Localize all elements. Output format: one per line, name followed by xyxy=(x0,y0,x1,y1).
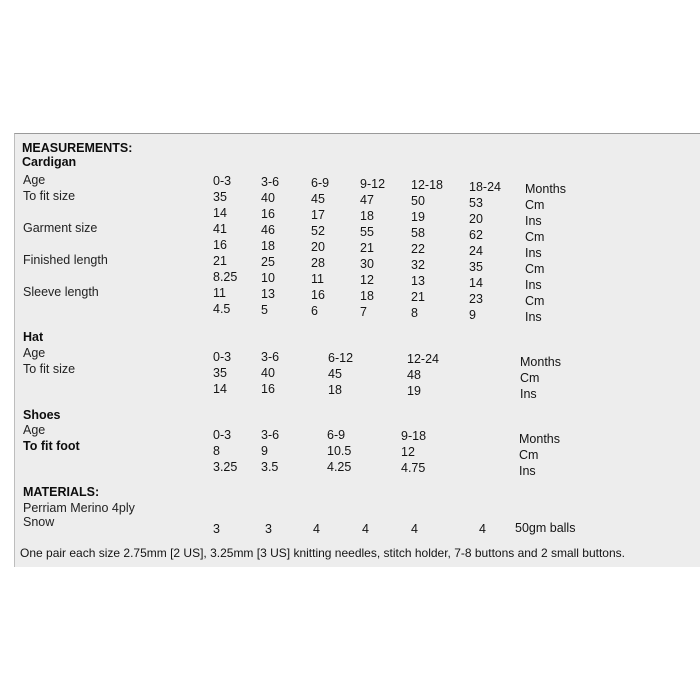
cardigan-unit: Ins xyxy=(525,246,542,260)
hat-cell: 14 xyxy=(213,382,227,396)
measurements-heading: MEASUREMENTS: xyxy=(22,141,133,155)
cardigan-cell: 10 xyxy=(261,271,275,285)
cardigan-unit: Months xyxy=(525,182,566,196)
cardigan-cell: 16 xyxy=(213,238,227,252)
cardigan-cell: 35 xyxy=(469,260,483,274)
yarn-balls-count: 4 xyxy=(411,522,418,536)
cardigan-cell: 18-24 xyxy=(469,180,501,194)
yarn-balls-count: 4 xyxy=(479,522,486,536)
cardigan-cell: 58 xyxy=(411,226,425,240)
cardigan-cell: 35 xyxy=(213,190,227,204)
cardigan-unit: Ins xyxy=(525,278,542,292)
shoes-cell: 3.5 xyxy=(261,460,279,474)
hat-cell: 48 xyxy=(407,368,421,382)
cardigan-cell: 13 xyxy=(411,274,425,288)
cardigan-cell: 12-18 xyxy=(411,178,443,192)
shoes-cell: 4.25 xyxy=(327,460,352,474)
hat-cell: 45 xyxy=(328,367,342,381)
cardigan-sleeve-length-label: Sleeve length xyxy=(23,285,99,299)
yarn-balls-count: 4 xyxy=(362,522,369,536)
cardigan-cell: 21 xyxy=(360,241,374,255)
cardigan-cell: 53 xyxy=(469,196,483,210)
cardigan-cell: 47 xyxy=(360,193,374,207)
yarn-balls-unit: 50gm balls xyxy=(515,521,576,535)
cardigan-cell: 20 xyxy=(311,240,325,254)
hat-age-label: Age xyxy=(23,346,46,360)
cardigan-cell: 18 xyxy=(360,209,374,223)
shoes-cell: 3-6 xyxy=(261,428,280,442)
shoes-to-fit-foot-label: To fit foot xyxy=(23,439,80,453)
cardigan-cell: 40 xyxy=(261,191,275,205)
cardigan-cell: 19 xyxy=(411,210,425,224)
cardigan-cell: 9 xyxy=(469,308,476,322)
shoes-unit: Cm xyxy=(519,448,539,462)
hat-cell: 6-12 xyxy=(328,351,354,365)
shoes-cell: 12 xyxy=(401,445,415,459)
cardigan-unit: Ins xyxy=(525,214,542,228)
cardigan-cell: 62 xyxy=(469,228,483,242)
cardigan-cell: 46 xyxy=(261,223,275,237)
shoes-cell: 9 xyxy=(261,444,268,458)
shoes-age-label: Age xyxy=(23,423,46,437)
hat-cell: 19 xyxy=(407,384,421,398)
cardigan-heading: Cardigan xyxy=(22,155,77,169)
cardigan-cell: 20 xyxy=(469,212,483,226)
cardigan-cell: 11 xyxy=(213,286,226,300)
materials-note: One pair each size 2.75mm [2 US], 3.25mm [3 US] knitting needles, stitch holder, 7-8 buttons and 2 small buttons. xyxy=(20,546,625,560)
cardigan-cell: 18 xyxy=(261,239,275,253)
hat-cell: 3-6 xyxy=(261,350,280,364)
cardigan-cell: 28 xyxy=(311,256,325,270)
cardigan-cell: 9-12 xyxy=(360,177,386,191)
cardigan-cell: 32 xyxy=(411,258,425,272)
yarn-balls-count: 4 xyxy=(313,522,320,536)
cardigan-cell: 24 xyxy=(469,244,483,258)
hat-cell: 16 xyxy=(261,382,275,396)
yarn-balls-count: 3 xyxy=(265,522,272,536)
hat-heading: Hat xyxy=(23,330,44,344)
cardigan-cell: 12 xyxy=(360,273,374,287)
shoes-cell: 0-3 xyxy=(213,428,232,442)
hat-unit: Months xyxy=(520,355,561,369)
cardigan-cell: 17 xyxy=(311,208,325,222)
hat-cell: 40 xyxy=(261,366,275,380)
cardigan-cell: 16 xyxy=(261,207,275,221)
cardigan-cell: 14 xyxy=(469,276,483,290)
cardigan-unit: Cm xyxy=(525,198,545,212)
cardigan-cell: 5 xyxy=(261,303,268,317)
cardigan-cell: 45 xyxy=(311,192,325,206)
cardigan-cell: 4.5 xyxy=(213,302,231,316)
cardigan-cell: 18 xyxy=(360,289,374,303)
cardigan-cell: 25 xyxy=(261,255,275,269)
cardigan-age-label: Age xyxy=(23,173,46,187)
cardigan-cell: 3-6 xyxy=(261,175,280,189)
cardigan-cell: 30 xyxy=(360,257,374,271)
cardigan-cell: 7 xyxy=(360,305,367,319)
hat-cell: 18 xyxy=(328,383,342,397)
cardigan-to-fit-size-label: To fit size xyxy=(23,189,76,203)
cardigan-cell: 50 xyxy=(411,194,425,208)
cardigan-cell: 6-9 xyxy=(311,176,330,190)
shoes-unit: Months xyxy=(519,432,560,446)
yarn-colour: Snow xyxy=(23,515,55,529)
cardigan-cell: 14 xyxy=(213,206,227,220)
cardigan-cell: 11 xyxy=(311,272,324,286)
shoes-unit: Ins xyxy=(519,464,536,478)
shoes-cell: 10.5 xyxy=(327,444,352,458)
yarn-name: Perriam Merino 4ply xyxy=(23,501,135,515)
cardigan-cell: 6 xyxy=(311,304,318,318)
cardigan-cell: 0-3 xyxy=(213,174,232,188)
cardigan-cell: 13 xyxy=(261,287,275,301)
materials-heading: MATERIALS: xyxy=(23,485,100,499)
yarn-balls-count: 3 xyxy=(213,522,220,536)
cardigan-finished-length-label: Finished length xyxy=(23,253,108,267)
cardigan-cell: 41 xyxy=(213,222,227,236)
pattern-measurements-card xyxy=(14,133,700,567)
hat-unit: Cm xyxy=(520,371,540,385)
cardigan-cell: 8.25 xyxy=(213,270,238,284)
hat-cell: 12-24 xyxy=(407,352,439,366)
cardigan-unit: Cm xyxy=(525,262,545,276)
cardigan-cell: 21 xyxy=(213,254,227,268)
cardigan-unit: Cm xyxy=(525,230,545,244)
shoes-cell: 4.75 xyxy=(401,461,426,475)
cardigan-cell: 21 xyxy=(411,290,425,304)
shoes-cell: 3.25 xyxy=(213,460,238,474)
cardigan-cell: 22 xyxy=(411,242,425,256)
cardigan-cell: 23 xyxy=(469,292,483,306)
cardigan-cell: 55 xyxy=(360,225,374,239)
shoes-cell: 9-18 xyxy=(401,429,427,443)
cardigan-cell: 16 xyxy=(311,288,325,302)
cardigan-garment-size-label: Garment size xyxy=(23,221,98,235)
cardigan-cell: 52 xyxy=(311,224,325,238)
cardigan-cell: 8 xyxy=(411,306,418,320)
hat-to-fit-size-label: To fit size xyxy=(23,362,76,376)
shoes-heading: Shoes xyxy=(23,408,61,422)
hat-unit: Ins xyxy=(520,387,537,401)
hat-cell: 35 xyxy=(213,366,227,380)
cardigan-unit: Cm xyxy=(525,294,545,308)
shoes-cell: 6-9 xyxy=(327,428,346,442)
cardigan-unit: Ins xyxy=(525,310,542,324)
shoes-cell: 8 xyxy=(213,444,220,458)
hat-cell: 0-3 xyxy=(213,350,232,364)
